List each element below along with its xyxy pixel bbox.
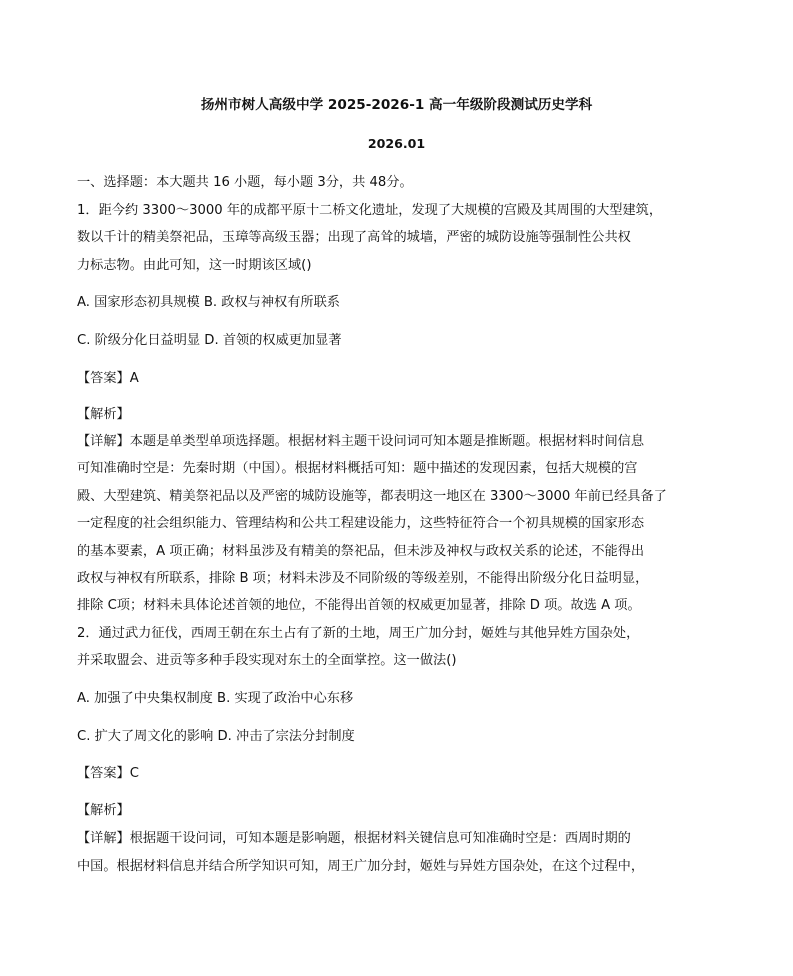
q2-answer: 【答案】C — [77, 766, 139, 781]
q1-analysis-label: 【解析】 — [77, 407, 130, 422]
section-heading: 一、选择题：本大题共 16 小题，每小题 3分，共 48分。 — [77, 175, 413, 190]
q1-stem-line: 数以千计的精美祭祀品，玉璋等高级玉器；出现了高耸的城墙，严密的城防设施等强制性公共权 — [77, 230, 631, 245]
q2-analysis-line: 【详解】根据题干设问词，可知本题是影响题，根据材料关键信息可知准确时空是：西周时期的 — [77, 831, 631, 846]
q1-analysis-line: 的基本要素，A 项正确；材料虽涉及有精美的祭祀品，但未涉及神权与政权关系的论述，不能得出 — [77, 544, 645, 559]
q2-options-ab: A. 加强了中央集权制度 B. 实现了政治中心东移 — [77, 691, 354, 706]
q1-analysis-line: 一定程度的社会组织能力、管理结构和公共工程建设能力，这些特征符合一个初具规模的国家形态 — [77, 516, 645, 531]
q1-analysis-line: 排除 C项；材料未具体论述首领的地位，不能得出首领的权威更加显著，排除 D 项。故选 A 项。 — [77, 598, 641, 613]
q1-analysis-line: 政权与神权有所联系，排除 B 项；材料未涉及不同阶级的等级差别，不能得出阶级分化日益明显， — [77, 571, 649, 586]
q2-analysis-line: 中国。根据材料信息并结合所学知识可知，周王广加分封，姬姓与异姓方国杂处，在这个过程中， — [77, 859, 645, 874]
q1-options-cd: C. 阶级分化日益明显 D. 首领的权威更加显著 — [77, 333, 342, 348]
q1-options-ab: A. 国家形态初具规模 B. 政权与神权有所联系 — [77, 295, 340, 310]
document-date: 2026.01 — [367, 136, 426, 151]
q2-analysis-label: 【解析】 — [77, 803, 130, 818]
q1-stem-line: 1．距今约 3300～3000 年的成都平原十二桥文化遗址，发现了大规模的宫殿及其周围的大型建筑， — [77, 203, 663, 218]
q1-stem-line: 力标志物。由此可知，这一时期该区域() — [77, 258, 312, 273]
q1-answer: 【答案】A — [77, 371, 139, 386]
q1-analysis-line: 【详解】本题是单类型单项选择题。根据材料主题干设问词可知本题是推断题。根据材料时间信息 — [77, 434, 645, 449]
q2-stem-line: 并采取盟会、进贡等多种手段实现对东土的全面掌控。这一做法() — [77, 653, 457, 668]
q2-stem-line: 2．通过武力征伐，西周王朝在东土占有了新的土地，周王广加分封，姬姓与其他异姓方国杂处， — [77, 626, 640, 641]
q1-analysis-line: 殿、大型建筑、精美祭祀品以及严密的城防设施等，都表明这一地区在 3300～3000 年前已经具备了 — [77, 489, 667, 504]
q1-analysis-line: 可知准确时空是：先秦时期（中国）。根据材料概括可知：题中描述的发现因素，包括大规模的宫 — [77, 461, 638, 476]
document-title: 扬州市树人高级中学 2025-2026-1 高一年级阶段测试历史学科 — [200, 97, 593, 113]
q2-options-cd: C. 扩大了周文化的影响 D. 冲击了宗法分封制度 — [77, 729, 355, 744]
